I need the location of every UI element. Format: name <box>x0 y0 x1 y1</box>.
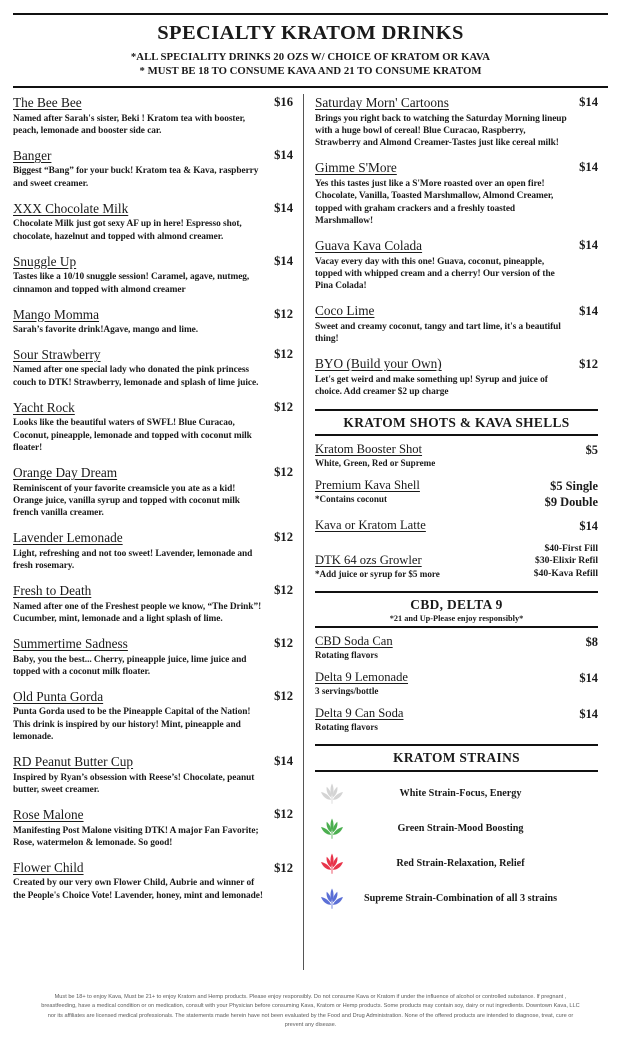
strain-row <box>315 851 598 877</box>
leaf-icon-green <box>315 816 349 842</box>
menu-item-price: $14 <box>274 754 293 769</box>
menu-item-name: RD Peanut Butter Cup <box>13 754 134 770</box>
menu-item-description: Punta Gorda used to be the Pineapple Capital of the Nation! This drink is inspired by our history! Mint, pineapple and lemonade. <box>13 707 251 743</box>
price-row-label <box>315 634 393 662</box>
menu-item <box>13 253 293 296</box>
menu-item-price: $14 <box>274 147 293 162</box>
menu-item-name: Gimme S'More <box>315 160 397 176</box>
menu-item-header <box>13 399 293 416</box>
menu-item-name: Coco Lime <box>315 303 375 319</box>
menu-item-header <box>13 753 293 770</box>
menu-item-description: Biggest “Bang” for your buck! Kratom tea & Kava, raspberry and sweet creamer. <box>13 166 259 189</box>
strain-row <box>315 886 598 912</box>
menu-item-name: Guava Kava Colada <box>315 238 423 254</box>
price-row-label <box>315 518 426 534</box>
menu-item-description: Yes this tastes just like a S'More roasted over an open fire! Chocolate, Vanilla, Toasted Marshmallow, Almond Creamer, topped with graham crackers and a freshly toasted Marshmallow! <box>315 178 554 227</box>
menu-item-name: Fresh to Death <box>13 583 92 599</box>
price-row-prices <box>586 442 598 458</box>
price-row-name: Kratom Booster Shot <box>315 442 423 457</box>
price-row-name: Premium Kava Shell <box>315 478 420 493</box>
kratom-shots-heading <box>315 409 598 437</box>
price-row <box>315 706 598 734</box>
strain-row <box>315 781 598 807</box>
menu-item <box>13 399 293 455</box>
price-line: $14 <box>579 519 598 534</box>
price-row <box>315 478 598 510</box>
menu-item-name: XXX Chocolate Milk <box>13 200 129 216</box>
price-row-note: White, Green, Red or Supreme <box>315 458 436 469</box>
menu-item-description: Sarah’s favorite drink!Agave, mango and lime. <box>13 325 199 336</box>
menu-item-header <box>13 582 293 599</box>
leaf-icon-supreme <box>315 886 349 912</box>
price-row-note: Rotating flavors <box>315 722 378 733</box>
price-row-note: Rotating flavors <box>315 650 378 661</box>
menu-item-header <box>13 464 293 481</box>
header-subtitle-line-2: * MUST BE 18 TO CONSUME KAVA AND 21 TO CONSUME KRATOM <box>139 65 482 78</box>
cbd-delta9-rows <box>315 628 598 734</box>
strain-label: Red Strain-Relaxation, Relief <box>396 858 525 870</box>
menu-item-header <box>315 94 598 111</box>
kratom-strains-heading <box>315 744 598 772</box>
menu-item-name: Summertime Sadness <box>13 636 128 652</box>
cbd-delta9-section <box>315 591 598 735</box>
menu-item <box>315 159 598 227</box>
menu-item <box>13 582 293 625</box>
cbd-delta9-heading <box>315 591 598 629</box>
menu-item-header <box>13 859 293 876</box>
page-title: SPECIALTY KRATOM DRINKS <box>157 22 464 44</box>
menu-item-header <box>315 355 598 372</box>
menu-item-name: Lavender Lemonade <box>13 530 123 546</box>
menu-item-description: Chocolate Milk just got sexy AF up in here! Espresso shot, chocolate, hazelnut and topped with almond creamer. <box>13 219 242 242</box>
menu-item-name: Flower Child <box>13 859 84 875</box>
price-row <box>315 442 598 470</box>
menu-item <box>13 346 293 389</box>
menu-item <box>13 859 293 902</box>
menu-item <box>315 237 598 293</box>
kratom-shots-rows <box>315 436 598 580</box>
menu-item-description: Baby, you the best... Cherry, pineapple juice, lime juice and topped with a coconut milk floater. <box>13 654 247 678</box>
price-row-prices <box>579 706 598 722</box>
leaf-icon-red <box>315 851 349 877</box>
menu-item-name: The Bee Bee <box>13 95 82 111</box>
price-row-name: Delta 9 Can Soda <box>315 706 404 721</box>
cbd-delta9-title: CBD, DELTA 9 <box>410 596 503 612</box>
strain-label: Supreme Strain-Combination of all 3 strains <box>363 893 558 905</box>
menu-item-price: $12 <box>274 583 293 598</box>
price-line: $5 <box>585 443 598 458</box>
menu-item-header <box>13 94 293 111</box>
menu-item-header <box>13 635 293 652</box>
price-line: $8 <box>585 635 598 650</box>
price-line: $9 Double <box>544 495 598 510</box>
legal-disclaimer: Must be 18+ to enjoy Kava, Must be 21+ to enjoy Kratom and Hemp products. Please enjoy responsibly. Do not consume Kava or Kratom if under the influence of alcohol or controlled substance. If pregnant , breastfeeding, have a medical condition or on medication, consult with your Physician before consuming Kava, Kratom or Hemp products. Some products may contain soy, dairy or nut ingredients. Downtown Kava, LLC nor its affiliates are licensed medical professionals. The statements made herein have not been evaluated by the Food and Drug Administration. None of the offered products are intended to diagnose, treat, cure or prevent any disease. <box>41 993 580 1029</box>
menu-item-header <box>13 346 293 363</box>
price-line: $5 Single <box>550 479 598 494</box>
price-row-label <box>315 670 408 698</box>
strain-label: Green Strain-Mood Boosting <box>397 823 524 835</box>
menu-item <box>13 529 293 572</box>
menu-item-name: Yacht Rock <box>13 399 75 415</box>
menu-item <box>13 806 293 849</box>
price-line: $40-Kava Refill <box>533 567 598 579</box>
menu-item <box>13 306 293 337</box>
strain-row <box>315 816 598 842</box>
menu-item-description: Looks like the beautiful waters of SWFL! Blue Curacao, Coconut, pineapple, lemonade and topped with coconut milk floater! <box>13 418 252 454</box>
menu-item-header <box>13 147 293 164</box>
menu-item-name: Rose Malone <box>13 807 84 823</box>
menu-item-header <box>315 302 598 319</box>
menu-item-header <box>13 253 293 270</box>
menu-columns <box>13 94 608 970</box>
menu-item-description: Manifesting Post Malone visiting DTK! A major Fan Favorite; Rose, watermelon & lemonade. So good! <box>13 825 259 849</box>
price-row-prices <box>545 478 598 510</box>
menu-item-description: Named after one of the Freshest people we know, “The Drink”! Cucumber, mint, lemonade and a light splash of lime. <box>13 601 262 625</box>
right-drinks-list <box>315 94 598 398</box>
kratom-shots-title: KRATOM SHOTS & KAVA SHELLS <box>343 414 570 430</box>
kratom-shots-section <box>315 409 598 581</box>
menu-item-price: $12 <box>579 357 598 372</box>
menu-item-header <box>315 237 598 254</box>
price-line: $40-First Fill <box>544 542 598 554</box>
left-menu-column <box>13 94 303 970</box>
menu-item-price: $12 <box>274 860 293 875</box>
menu-item-header <box>13 806 293 823</box>
price-row <box>315 518 598 534</box>
menu-item <box>13 200 293 243</box>
price-row-label <box>315 706 404 734</box>
menu-item-header <box>13 529 293 546</box>
price-row-note: *Contains coconut <box>315 494 387 505</box>
menu-item-description: Let's get weird and make something up! Syrup and juice of choice. Add creamer $2 up charge <box>315 374 548 398</box>
menu-item-header <box>13 688 293 705</box>
menu-item-description: Inspired by Ryan’s obsession with Reese’s! Chocolate, peanut butter, sweet creamer. <box>13 772 255 796</box>
menu-item-price: $12 <box>274 465 293 480</box>
price-row <box>315 670 598 698</box>
menu-item-price: $14 <box>579 304 598 319</box>
menu-item-name: Snuggle Up <box>13 253 77 269</box>
menu-item-description: Sweet and creamy coconut, tangy and tart lime, it's a beautiful thing! <box>315 321 561 345</box>
kratom-strains-section <box>315 744 598 912</box>
menu-item-price: $12 <box>274 399 293 414</box>
price-row-label <box>315 478 420 506</box>
menu-item-description: Light, refreshing and not too sweet! Lavender, lemonade and fresh rosemary. <box>13 548 253 572</box>
menu-item-price: $14 <box>579 238 598 253</box>
menu-item-price: $12 <box>274 688 293 703</box>
price-row-label <box>315 553 440 581</box>
kratom-strains-list <box>315 772 598 912</box>
price-row <box>315 543 598 581</box>
menu-item-price: $12 <box>274 307 293 322</box>
price-line: $14 <box>579 671 598 686</box>
price-row-label <box>315 442 435 470</box>
price-row-note: 3 servings/bottle <box>315 686 379 697</box>
menu-item <box>13 147 293 190</box>
price-row <box>315 634 598 662</box>
menu-item-name: Sour Strawberry <box>13 346 101 362</box>
menu-item-price: $14 <box>579 95 598 110</box>
menu-item-header <box>13 306 293 323</box>
menu-item-description: Tastes like a 10/10 snuggle session! Caramel, agave, nutmeg, cinnamon and topped with almond creamer <box>13 272 250 295</box>
kratom-strains-title: KRATOM STRAINS <box>393 750 520 766</box>
menu-item-header <box>13 200 293 217</box>
menu-item-description: Brings you right back to watching the Saturday Morning lineup with a huge bowl of cereal! Blue Curacao, Raspberry, Strawberry and Almond Creamer-Tastes just like cereal milk! <box>315 113 567 149</box>
menu-item-price: $12 <box>274 530 293 545</box>
menu-item-name: Old Punta Gorda <box>13 688 104 704</box>
price-line: $14 <box>579 707 598 722</box>
menu-item-price: $12 <box>274 807 293 822</box>
price-row-note: *Add juice or syrup for $5 more <box>315 568 440 579</box>
menu-item-name: BYO (Build your Own) <box>315 356 442 372</box>
cbd-delta9-note: *21 and Up-Please enjoy responsibly* <box>389 613 524 623</box>
menu-item <box>315 94 598 150</box>
price-row-name: Delta 9 Lemonade <box>315 670 409 685</box>
menu-item-description: Reminiscent of your favorite creamsicle you ate as a kid! Orange juice, vanilla syrup and topped with coconut milk french vanilla creamer. <box>13 483 240 519</box>
price-row-name: Kava or Kratom Latte <box>315 518 426 533</box>
menu-item-header <box>315 159 598 176</box>
strain-label: White Strain-Focus, Energy <box>399 788 522 800</box>
price-line: $30-Elixir Refil <box>535 555 598 567</box>
menu-item-price: $14 <box>274 200 293 215</box>
menu-item <box>13 464 293 520</box>
menu-item <box>13 688 293 744</box>
menu-item-description: Named after one special lady who donated the pink princess couch to DTK! Strawberry, lemonade and splash of lime juice. <box>13 365 259 388</box>
menu-item-name: Orange Day Dream <box>13 465 118 481</box>
menu-item-name: Banger <box>13 147 52 163</box>
menu-item <box>13 753 293 796</box>
menu-item <box>315 302 598 345</box>
price-row-prices <box>579 670 598 686</box>
menu-item <box>13 635 293 678</box>
price-row-name: DTK 64 ozs Growler <box>315 552 422 567</box>
menu-item-price: $16 <box>274 95 293 110</box>
price-row-name: CBD Soda Can <box>315 634 393 649</box>
price-row-prices <box>534 543 598 581</box>
menu-item-price: $12 <box>274 636 293 651</box>
menu-item-price: $12 <box>274 346 293 361</box>
menu-item-name: Mango Momma <box>13 306 100 322</box>
menu-item-price: $14 <box>274 253 293 268</box>
menu-item-description: Named after Sarah's sister, Beki ! Kratom tea with booster, peach, lemonade and booster side car. <box>13 113 246 137</box>
menu-item-price: $14 <box>579 160 598 175</box>
menu-item <box>315 355 598 398</box>
menu-item <box>13 94 293 137</box>
header-subtitle-line-1: *ALL SPECIALITY DRINKS 20 OZS W/ CHOICE OF KRATOM OR KAVA <box>130 50 491 63</box>
price-row-prices <box>586 634 598 650</box>
right-menu-column <box>303 94 598 970</box>
leaf-icon-white <box>315 781 349 807</box>
menu-item-description: Vacay every day with this one! Guava, coconut, pineapple, topped with whipped cream and a cherry! Our version of the Pina Colada! <box>315 256 555 292</box>
price-row-prices <box>579 518 598 534</box>
menu-header <box>13 13 608 88</box>
menu-item-description: Created by our very own Flower Child, Aubrie and winner of the People's Choice Vote! Lavender, honey, mint and lemonade! <box>13 878 263 901</box>
menu-item-name: Saturday Morn' Cartoons <box>315 95 449 111</box>
